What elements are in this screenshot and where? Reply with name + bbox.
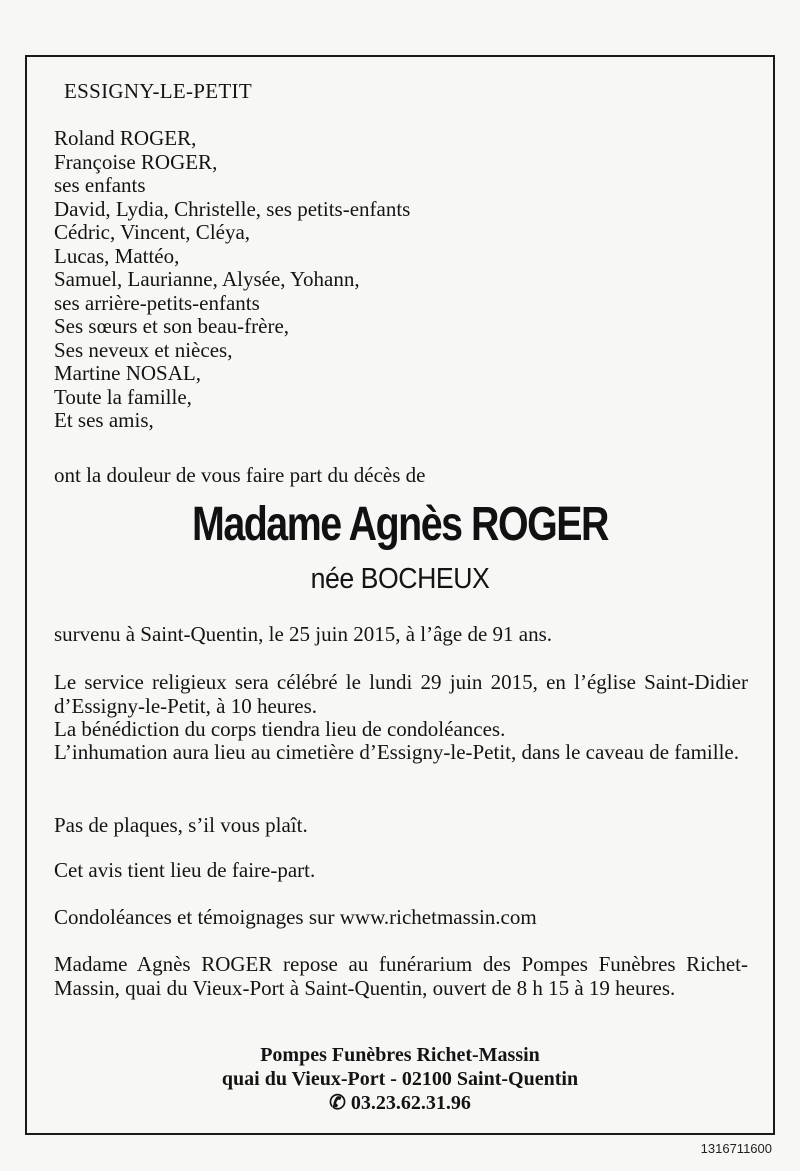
obituary-frame <box>25 55 775 1135</box>
family-line: Françoise ROGER, <box>54 149 218 174</box>
funeral-home-name: Pompes Funèbres Richet-Massin <box>260 1044 540 1066</box>
family-line: David, Lydia, Christelle, ses petits-enfants <box>54 196 411 221</box>
family-line: ses arrière-petits-enfants <box>54 290 260 315</box>
announcement-text: ont la douleur de vous faire part du décès de <box>54 463 426 487</box>
deceased-name: Madame Agnès ROGER <box>192 498 608 551</box>
funeral-home-phone: ✆ 03.23.62.31.96 <box>329 1092 471 1114</box>
family-line: Samuel, Laurianne, Alysée, Yohann, <box>54 267 360 291</box>
death-details: survenu à Saint-Quentin, le 25 juin 2015, à l’âge de 91 ans. <box>54 622 553 646</box>
funeral-home-address: quai du Vieux-Port - 02100 Saint-Quentin <box>221 1068 579 1090</box>
town-heading: ESSIGNY-LE-PETIT <box>64 79 252 103</box>
service-details: Le service religieux sera célébré le lundi 29 juin 2015, en l’église Saint-Didier d’Essigny-le-Petit, à 10 heures. <box>54 670 748 718</box>
condolences-text: Condoléances et témoignages sur www.richetmassin.com <box>54 905 537 929</box>
burial-details: L’inhumation aura lieu au cimetière d’Essigny-le-Petit, dans le caveau de famille. <box>54 740 739 764</box>
faire-part-note: Cet avis tient lieu de faire-part. <box>54 858 316 882</box>
family-line: Cédric, Vincent, Cléya, <box>54 220 251 244</box>
plaques-note: Pas de plaques, s’il vous plaît. <box>54 813 308 837</box>
reference-number: 1316711600 <box>700 1141 772 1156</box>
family-line: Ses sœurs et son beau-frère, <box>54 314 290 338</box>
funeral-home-footer <box>27 1043 773 1115</box>
blessing-text: La bénédiction du corps tiendra lieu de condoléances. <box>54 717 506 741</box>
family-line: Lucas, Mattéo, <box>54 243 180 268</box>
funerarium-text: Madame Agnès ROGER repose au funérarium des Pompes Funèbres Richet-Massin, quai du Vieux-Port à Saint-Quentin, ouvert de 8 h 15 à 19 heures. <box>54 952 748 1000</box>
family-list <box>54 127 410 433</box>
family-line: Et ses amis, <box>54 408 154 432</box>
family-line: ses enfants <box>54 173 146 197</box>
family-line: Roland ROGER, <box>54 126 197 150</box>
family-line: Ses neveux et nièces, <box>54 337 233 362</box>
family-line: Martine NOSAL, <box>54 361 201 385</box>
family-line: Toute la famille, <box>54 384 192 409</box>
maiden-name: née BOCHEUX <box>310 563 490 595</box>
